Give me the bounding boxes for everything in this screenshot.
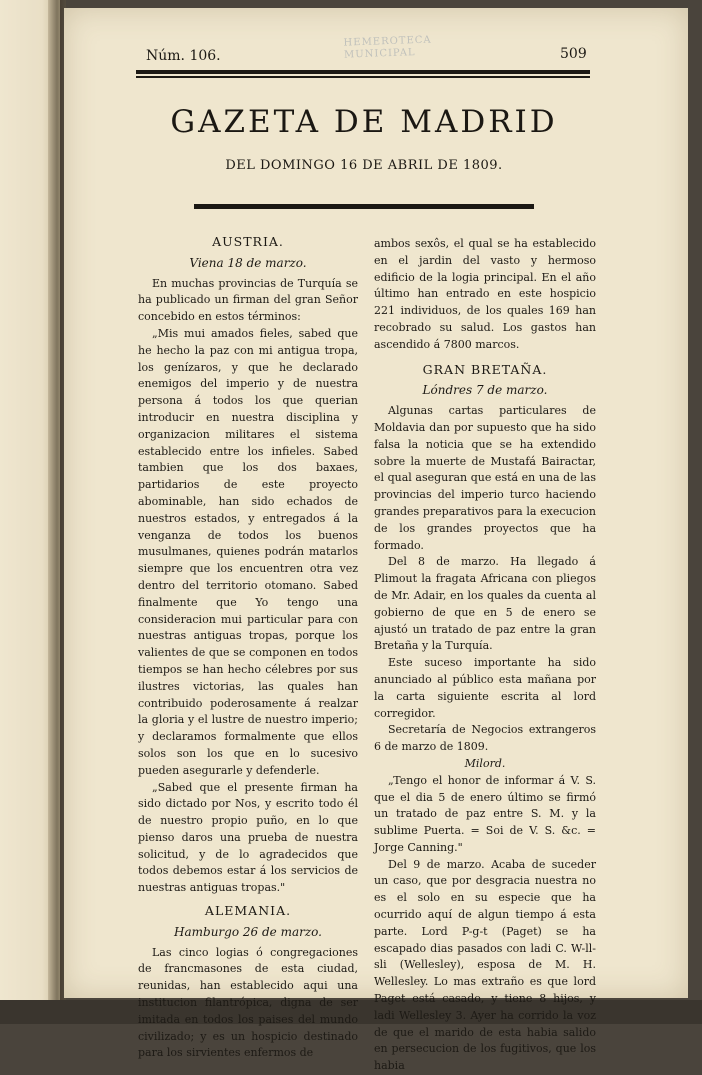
issue-number: Núm. 106.	[146, 48, 221, 64]
paragraph: ambos sexôs, el qual se ha establecido en el jardin del vasto y hermoso edificio de la logia principal. En el año último han entrado en este hospicio 221 individuos, de los quales 169 han recobrado su salud. Los gastos han ascendido á 7800 marcos.	[374, 237, 596, 351]
dateline-hamburgo: Hamburgo 26 de marzo.	[174, 924, 322, 939]
paragraph: Algunas cartas particulares de Moldavia dan por supuesto que ha sido falsa la noticia que se ha extendido sobre la muerte de Mustafá Bairactar, el qual aseguran que está en una de las provincias del imperio turco haciendo grandes preparativos para la execucion de los grandes proyectos que ha formado.	[374, 404, 596, 552]
paragraph: Secretaría de Negocios extrangeros 6 de marzo de 1809.	[374, 723, 596, 754]
left-column	[138, 232, 358, 1062]
section-heading-gran-bretana: GRAN BRETAÑA.	[422, 361, 548, 377]
stamp-line2: MUNICIPAL	[343, 47, 416, 61]
page-number: 509	[560, 46, 587, 62]
paragraph: Las cinco logias ó congregaciones de francmasones de esta ciudad, reunidas, han establecido aqui una institucion filantrópica, digna de ser imitada en todos los paises del mundo civilizado; y es un hospicio destinado para los sirvientes enfermos de	[138, 945, 358, 1060]
newspaper-title: GAZETA DE MADRID	[170, 104, 558, 140]
right-column	[374, 236, 596, 1075]
paragraph: En muchas provincias de Turquía se ha publicado un firman del gran Señor concebido en estos términos:	[138, 276, 358, 324]
header-rule	[136, 70, 590, 74]
issue-date: DEL DOMINGO 16 DE ABRIL DE 1809.	[225, 158, 503, 173]
paragraph: „Sabed que el presente firman ha sido dictado por Nos, y escrito todo él de nuestro propio puño, en lo que pienso daros una prueba de nuestra solicitud, y de lo agradecidos que todos debemos estar á los servicios de nuestras antiguas tropas."	[138, 780, 358, 895]
section-heading-alemania: ALEMANIA.	[204, 903, 292, 919]
title-divider	[194, 204, 534, 209]
stamp-line1: HEMEROTECA	[343, 34, 432, 49]
salutation: Milord.	[464, 756, 506, 770]
paragraph: Este suceso importante ha sido anunciado al público esta mañana por la carta siguiente escrita al lord corregidor.	[374, 656, 596, 720]
header-rule-thin	[136, 76, 590, 78]
paragraph: „Tengo el honor de informar á V. S. que el dia 5 de enero último se firmó un tratado de paz entre S. M. y la sublime Puerta. = Soi de V. S. &c. = Jorge Canning."	[374, 773, 596, 854]
dateline-londres: Lóndres 7 de marzo.	[422, 383, 548, 398]
paragraph: Del 9 de marzo. Acaba de suceder un caso, que por desgracia nuestra no es el solo en su especie que ha ocurrido aquí de algun tiempo á esta parte. Lord P-g-t (Paget) se ha escapado dias pasados con ladi C. W-ll-sli (Wellesley), esposa de M. H. Wellesley. Lo mas extraño es que lord Paget está casado, y tiene 8 hijos, y ladi Wellesley 3. Ayer ha corrido la voz de que el marido de esta habia salido en persecucion de los fugitivos, que los habia	[374, 857, 596, 1073]
section-heading-austria: AUSTRIA.	[212, 234, 284, 249]
library-stamp	[343, 34, 436, 73]
paragraph: „Mis mui amados fieles, sabed que he hecho la paz con mi antigua tropa, los genízaros, y que he declarado enemigos del imperio y de nuestra persona á todos los que querian introducir en nuestra disciplina y organizacion militares el sistema establecido entre los infieles. Sabed tambien que los dos baxaes, partidarios de este proyecto abominable, han sido echados de nuestros estados, y entregados á la venganza de todos los buenos musulmanes, quienes podrán matarlos siempre que los encuentren otra vez dentro del territorio otomano. Sabed finalmente que Yo tengo una consideracion mui particular para con nuestras antiguas tropas, porque los valientes de que se componen en todos tiempos se han hecho célebres por sus ilustres victorias, las quales han contribuido poderosamente á realzar la gloria y el lustre de nuestro imperio; y declaramos formalmente que ellos solos son los que en lo sucesivo pueden asegurarle y defenderle.	[138, 326, 358, 777]
dateline-viena: Viena 18 de marzo.	[189, 255, 307, 270]
paragraph: Del 8 de marzo. Ha llegado á Plimout la fragata Africana con pliegos de Mr. Adair, en los quales da cuenta al gobierno de que en 5 de enero se ajustó un tratado de paz entre la gran Bretaña y la Turquía.	[374, 555, 596, 653]
